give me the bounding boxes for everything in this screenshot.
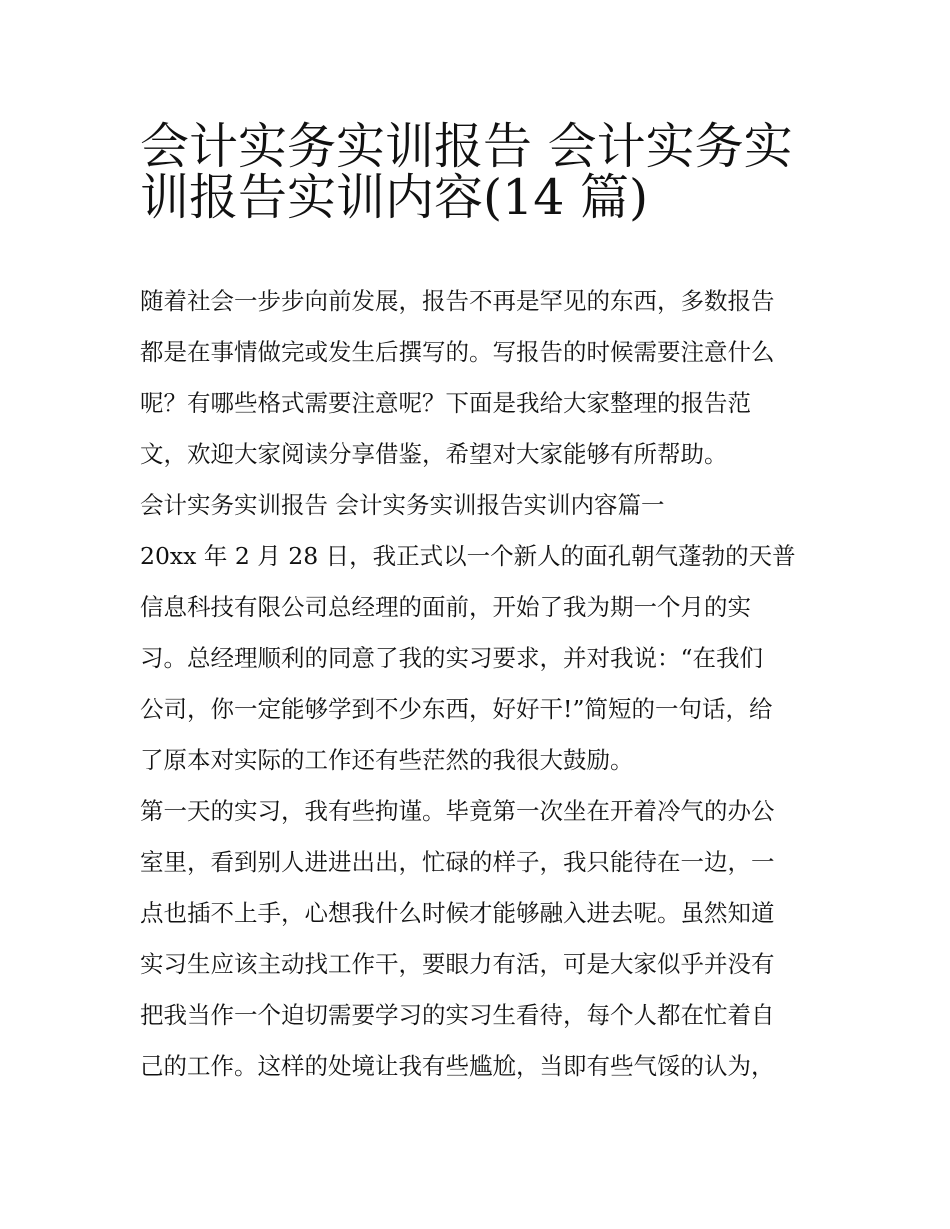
paragraph-start [140, 531, 820, 786]
text-line: 室里，看到别人进进出出，忙碌的样子，我只能待在一边，一 [140, 848, 775, 876]
text-line: 20xx 年 2 月 28 日，我正式以一个新人的面孔朝气蓬勃的天普 [140, 542, 796, 570]
text-line: 都是在事情做完或发生后撰写的。写报告的时候需要注意什么 [140, 338, 775, 366]
section-heading-text: 会计实务实训报告 会计实务实训报告实训内容篇一 [140, 491, 665, 519]
text-line: 习。总经理顺利的同意了我的实习要求，并对我说：“在我们 [140, 644, 764, 672]
text-line: 信息科技有限公司总经理的面前，开始了我为期一个月的实 [140, 593, 751, 621]
title-line-1: 会计实务实训报告 会计实务实 [140, 118, 793, 175]
text-line: 第一天的实习，我有些拘谨。毕竟第一次坐在开着冷气的办公 [140, 797, 775, 825]
text-line: 呢？有哪些格式需要注意呢？下面是我给大家整理的报告范 [140, 389, 751, 417]
text-line: 实习生应该主动找工作干，要眼力有活，可是大家似乎并没有 [140, 950, 775, 978]
paragraph-first-day [140, 786, 820, 1092]
title-line-2: 训报告实训内容(14 篇) [140, 169, 649, 226]
section-heading [140, 480, 820, 531]
text-line: 公司，你一定能够学到不少东西，好好干!”简短的一句话，给 [140, 695, 773, 723]
text-line: 己的工作。这样的处境让我有些尴尬，当即有些气馁的认为， [140, 1052, 775, 1080]
text-line: 文，欢迎大家阅读分享借鉴，希望对大家能够有所帮助。 [140, 440, 728, 468]
document-body [140, 276, 820, 1092]
document-title [140, 112, 820, 226]
paragraph-intro [140, 276, 820, 480]
text-line: 把我当作一个迫切需要学习的实习生看待，每个人都在忙着自 [140, 1001, 775, 1029]
text-line: 随着社会一步步向前发展，报告不再是罕见的东西，多数报告 [140, 287, 775, 315]
text-line: 点也插不上手，心想我什么时候才能够融入进去呢。虽然知道 [140, 899, 775, 927]
text-line: 了原本对实际的工作还有些茫然的我很大鼓励。 [140, 746, 634, 774]
